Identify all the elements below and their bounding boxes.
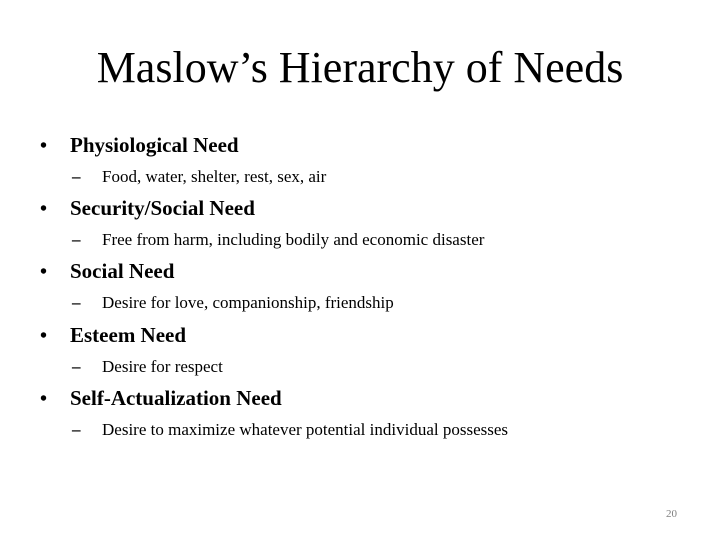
sub-bullet-text: Food, water, shelter, rest, sex, air xyxy=(102,167,327,186)
sub-bullet-marker: – xyxy=(72,420,81,439)
bullet-label: Self-Actualization Need xyxy=(70,386,282,410)
sub-bullet-marker: – xyxy=(72,293,81,312)
page-number: 20 xyxy=(666,508,677,520)
bullet-label: Social Need xyxy=(70,259,175,283)
sub-bullet-text: Desire for respect xyxy=(102,357,223,376)
sub-bullet-marker: – xyxy=(72,357,81,376)
list-item xyxy=(40,195,700,251)
sub-bullet xyxy=(72,166,700,188)
bullet-marker: • xyxy=(40,261,48,283)
bullet-heading xyxy=(40,195,700,222)
list-item xyxy=(40,385,700,441)
bullet-heading xyxy=(40,258,700,285)
sub-bullet xyxy=(72,292,700,314)
bullet-marker: • xyxy=(40,135,48,157)
list-item xyxy=(40,322,700,378)
sub-bullet xyxy=(72,356,700,378)
bullet-heading xyxy=(40,132,700,159)
sub-bullet-marker: – xyxy=(72,167,81,186)
bullet-marker: • xyxy=(40,388,48,410)
list-item xyxy=(40,258,700,314)
sub-bullet-text: Desire for love, companionship, friendship xyxy=(102,293,394,312)
bullet-marker: • xyxy=(40,325,48,347)
bullet-heading xyxy=(40,385,700,412)
sub-bullet-text: Free from harm, including bodily and economic disaster xyxy=(102,230,485,249)
sub-bullet xyxy=(72,229,700,251)
bullet-label: Esteem Need xyxy=(70,323,187,347)
sub-bullet xyxy=(72,419,700,441)
bullet-label: Physiological Need xyxy=(70,133,239,157)
slide-title: Maslow’s Hierarchy of Needs xyxy=(96,43,624,92)
bullet-label: Security/Social Need xyxy=(70,196,255,220)
bullet-heading xyxy=(40,322,700,349)
bullet-marker: • xyxy=(40,198,48,220)
sub-bullet-marker: – xyxy=(72,230,81,249)
sub-bullet-text: Desire to maximize whatever potential individual possesses xyxy=(102,420,509,439)
list-item xyxy=(40,132,700,188)
